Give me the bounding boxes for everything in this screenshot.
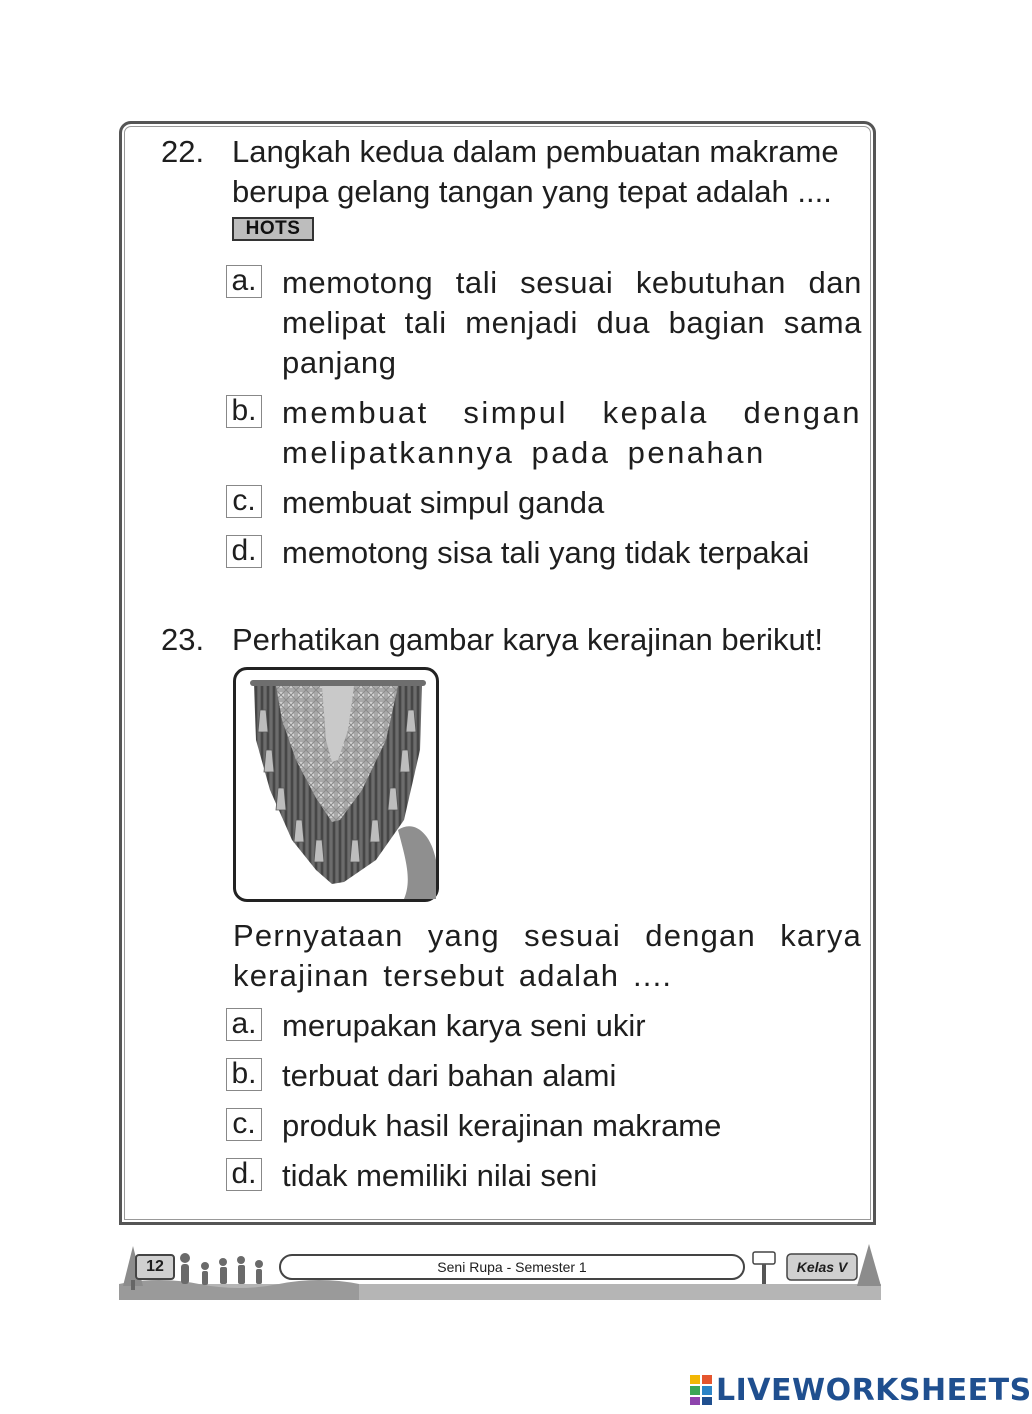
question-23-number: 23.	[161, 622, 205, 657]
option-text: produk hasil kerajinan makrame	[282, 1108, 722, 1143]
question-22-number: 22.	[161, 134, 205, 169]
q23-option-b[interactable]	[226, 1056, 862, 1096]
macrame-image	[233, 667, 439, 902]
page-footer	[119, 1240, 881, 1302]
option-text: membuat simpul kepala dengan melipatkannya pada penahan	[282, 395, 862, 470]
question-23-statement: Pernyataan yang sesuai dengan karya kerajinan tersebut adalah ....	[233, 918, 862, 993]
class-label: Kelas V	[796, 1259, 848, 1275]
q23-option-a[interactable]	[226, 1006, 862, 1046]
macrame-wall-hanging-illustration	[236, 670, 436, 899]
option-text: memotong sisa tali yang tidak terpakai	[282, 535, 810, 570]
option-letter-box[interactable]: c.	[226, 1108, 262, 1141]
q22-option-c[interactable]	[226, 483, 862, 523]
question-23-text: Perhatikan gambar karya kerajinan berikut!	[232, 622, 824, 657]
option-text: memotong tali sesuai kebutuhan dan melipat tali menjadi dua bagian sama panjang	[282, 265, 862, 380]
q23-option-c[interactable]	[226, 1106, 862, 1146]
option-letter-box[interactable]: a.	[226, 1008, 262, 1041]
watermark-text: LIVEWORKSHEETS	[716, 1372, 1032, 1408]
liveworksheets-watermark	[690, 1373, 1032, 1407]
option-letter-box[interactable]: c.	[226, 485, 262, 518]
question-22-text: Langkah kedua dalam pembuatan makrame berupa gelang tangan yang tepat adalah ....	[232, 134, 839, 209]
page-number: 12	[135, 1254, 175, 1280]
option-letter-box[interactable]: d.	[226, 535, 262, 568]
q22-option-b[interactable]	[226, 393, 862, 473]
option-text: tidak memiliki nilai seni	[282, 1158, 598, 1193]
option-letter-box[interactable]: b.	[226, 395, 262, 428]
q22-option-a[interactable]	[226, 263, 862, 383]
liveworksheets-logo-icon	[690, 1375, 712, 1405]
hots-badge: HOTS	[232, 217, 314, 241]
q23-option-d[interactable]	[226, 1156, 862, 1196]
option-letter-box[interactable]: d.	[226, 1158, 262, 1191]
option-letter-box[interactable]: a.	[226, 265, 262, 298]
q22-option-d[interactable]	[226, 533, 862, 573]
option-text: membuat simpul ganda	[282, 485, 605, 520]
option-text: terbuat dari bahan alami	[282, 1058, 617, 1093]
option-letter-box[interactable]: b.	[226, 1058, 262, 1091]
option-text: merupakan karya seni ukir	[282, 1008, 646, 1043]
footer-title: Seni Rupa - Semester 1	[279, 1254, 745, 1280]
